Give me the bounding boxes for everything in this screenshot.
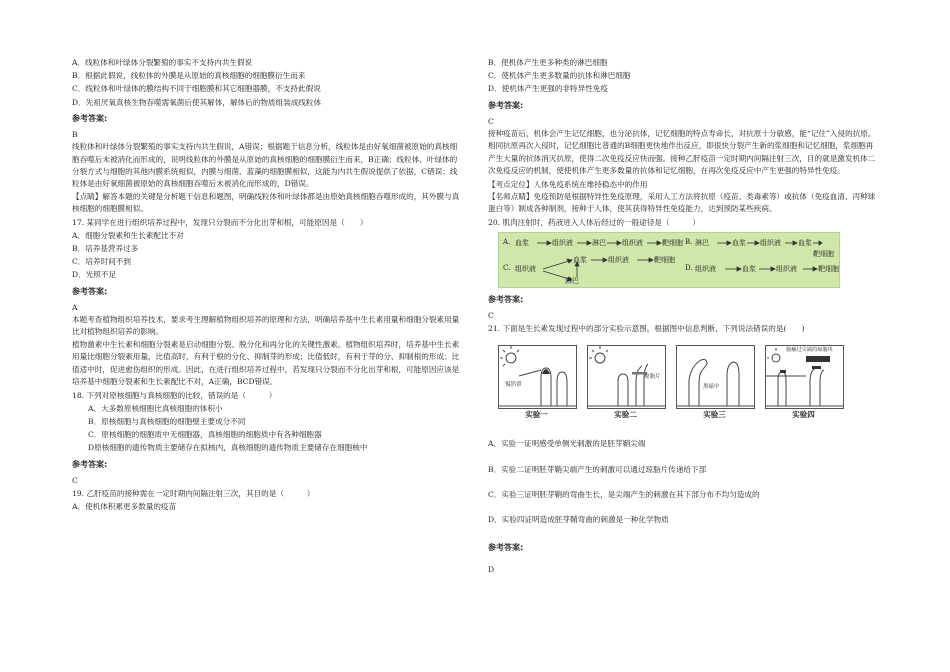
q19-option-d: D．使机体产生更强的非特异性免疫	[488, 84, 608, 94]
q16-option-d: D．先祖厌氧真核生物吞噬需氧菌后使其解体，解体后的物质组装成线粒体	[72, 97, 322, 107]
node: 血浆	[573, 255, 587, 264]
tag-3: 黑暗中	[703, 384, 720, 391]
q18-stem: 18. 下列对原核细胞与真核细胞的比较，错误的是（ ）	[72, 390, 277, 400]
node: 靶细胞	[813, 249, 834, 258]
option-d-label: D.	[685, 263, 693, 272]
node: 淋巴	[695, 238, 709, 247]
node: 组织液	[695, 264, 716, 273]
q20-stem: 20. 肌肉注射时，药液进入人体后经过的一般途径是（ ）	[488, 217, 700, 227]
node: 血浆	[732, 238, 746, 247]
q18-answer: C	[72, 475, 78, 485]
q17-option-b: B．培养基营养过多	[72, 244, 139, 254]
node: 组织液	[515, 264, 536, 273]
branch-node: 淋巴	[565, 276, 579, 285]
q17-option-a: A．细胞分裂素和生长素配比不对	[72, 230, 184, 240]
q18-option-b: B．原核细胞与真核细胞的细胞壁主要成分不同	[88, 416, 246, 426]
tag-1: 锡箔罩	[505, 382, 522, 389]
tag-2: 琼脂片	[644, 374, 661, 381]
q17-answer: A	[72, 302, 78, 312]
experiment-1-label: 实验一	[525, 410, 548, 420]
q18-option-a: A．大多数原核细胞比真核细胞的体积小	[88, 403, 223, 413]
q19-answer: C	[488, 116, 494, 126]
experiment-1-panel	[498, 345, 577, 409]
option-a-label: A.	[503, 237, 511, 246]
q19-option-a: A．使机体积累更多数量的疫苗	[72, 502, 177, 512]
answer-heading: 参考答案:	[72, 459, 108, 469]
experiment-2-panel	[587, 345, 666, 409]
q16-answer: B	[72, 130, 78, 140]
node: 组织液	[552, 238, 573, 247]
experiment-figure	[498, 345, 843, 423]
experiment-3-panel	[676, 345, 755, 409]
q21-option-b: B．实验二证明胚芽鞘尖端产生的刺激可以通过琼脂片传递给下部	[488, 464, 707, 474]
q17-explanation-1: 本题考查植物组织培养技术，要求考生理解植物组织培养的原理和方法，明确培养基中生长素用量和细胞分裂素用量比对植物组织培养的影响。	[72, 315, 460, 337]
node: 靶细胞	[662, 238, 683, 247]
experiment-3-drawing	[677, 346, 754, 408]
option-c-label: C.	[503, 263, 511, 272]
node: 血浆	[742, 264, 756, 273]
experiment-3-label: 实验三	[703, 410, 726, 420]
node: 组织液	[776, 264, 797, 273]
experiment-4-drawing	[766, 346, 843, 408]
option-b-label: B.	[685, 237, 693, 246]
node: 组织液	[760, 238, 781, 247]
answer-heading: 参考答案:	[72, 286, 108, 296]
experiment-4-label: 实验四	[792, 410, 815, 420]
node: 血浆	[515, 238, 529, 247]
q16-option-b: B．根据此假说，线粒体的外膜是从原始的真核细胞的细胞膜衍生而来	[72, 71, 306, 81]
answer-heading: 参考答案:	[488, 100, 524, 110]
q19-stem: 19. 乙肝疫苗的接种需在一定时期内间隔注射三次，其目的是（ ）	[72, 488, 315, 498]
q19-tip: 【名师点睛】免疫预防是根据特异性免疫原理，采用人工方法将抗原（疫苗、类毒素等）或抗体（免疫血清、丙种球蛋白等）制成各种制剂，接种于人体，使其获得特异性免疫能力，达到预防某些疾病。	[488, 191, 876, 214]
q16-explanation: 线粒体和叶绿体分裂繁殖的事实支持内共生假说，A错误；根据题干信息分析，线粒体是由好氧细菌被原始的真核细胞吞噬后未被消化而形成的，说明线粒体的外膜是从原始的真核细胞的细胞膜衍生而来，B正确；线粒体、叶绿体的分裂方式与细胞的其他内膜系统相似，内膜与细菌、蓝藻的细胞膜相似，这能为内共生假说提供了依据，C错误；线粒体是由好氧细菌被原始的真核细胞吞噬后未被消化而形成的，D错误。	[72, 142, 458, 189]
q17-explanation-2: 植物激素中生长素和细胞分裂素是启动细胞分裂、脱分化和再分化的关键性激素。植物组织培养时，培养基中生长素用量比细胞分裂素用量，比值高时，有利于根的分化、抑制芽的形成；比值低时，有利于芽的分、抑制根的形成；比值适中时，促进愈伤组织的形成。因此，在进行组织培养过程中，若发现只分裂而不分化出芽和根，可能原因应该是培养基中细胞分裂素和生长素配比不对，A正确，BCD错误。	[72, 339, 460, 387]
q18-option-d: D原核细胞的遗传物质主要储存在拟核内，真核细胞的遗传物质主要储存在细胞核中	[88, 443, 368, 453]
q21-stem: 21. 下面是生长素发现过程中的部分实验示意图，根据图中信息判断，下列说法错误的是( )	[488, 324, 805, 334]
node: 组织液	[622, 238, 643, 247]
q16-tip: 【点睛】解答本题的关键是分析题干信息和题图，明确线粒体和叶绿体都是由原始真核细胞吞噬形成的，其外膜与真核细胞的细胞膜相似。	[72, 191, 460, 214]
experiment-4-panel	[765, 345, 844, 409]
right-column	[488, 56, 880, 577]
node: 血浆	[798, 238, 812, 247]
q19-explanation: 接种疫苗后，机体会产生记忆细胞，也分泌抗体，记忆细胞的特点寿命长，对抗原十分敏感，能“记住”入侵的抗原。相同抗原再次入侵时，记忆细胞比普通的B细胞更快地作出反应，即很快分裂产生新的浆细胞和记忆细胞，浆细胞再产生大量的抗体消灭抗原，使得二次免疫反应快而强。接种乙肝疫苗一定时期内间隔注射三次，目的就是激发机体二次免疫反应的机制，使使机体产生更多数量的抗体和记忆细胞，在再次免疫反应中产生更强的特异性免疫。	[488, 129, 876, 176]
answer-heading: 参考答案:	[488, 294, 524, 304]
q21-option-c: C．实验三证明胚芽鞘的弯曲生长，是尖端产生的刺激在其下部分布不均匀造成的	[488, 489, 760, 499]
tag-4: 接触过尖端的琼脂块	[786, 347, 833, 354]
q19-option-c: C．使机体产生更多数量的抗体和淋巴细胞	[488, 71, 631, 81]
node: 靶细胞	[818, 264, 839, 273]
q18-option-c: C．原核细胞的细胞质中无细胞器，真核细胞的细胞质中有各种细胞器	[88, 430, 322, 440]
pathway-diagram	[498, 232, 840, 288]
q19-option-b: B．使机体产生更多种类的淋巴细胞	[488, 58, 608, 67]
experiment-2-label: 实验二	[614, 410, 637, 420]
answer-heading: 参考答案:	[488, 543, 524, 553]
q17-stem: 17. 某同学在进行组织培养过程中，发现只分裂而不分化出芽和根，可能原因是（ ）	[72, 217, 368, 227]
q21-option-d: D．实验四证明造成胚芽鞘弯曲的刺激是一种化学物质	[488, 515, 669, 525]
experiment-1-drawing	[499, 346, 576, 408]
left-column	[72, 56, 464, 513]
q17-option-d: D．光照不足	[72, 270, 117, 280]
q19-point: 【考点定位】人体免疫系统在维持稳态中的作用	[488, 179, 648, 189]
q21-option-a: A．实验一证明感受单侧光刺激的是胚芽鞘尖端	[488, 439, 646, 449]
q21-answer: D	[488, 565, 495, 575]
q20-answer: C	[488, 311, 494, 321]
node: 组织液	[608, 255, 629, 264]
q16-option-a: A．线粒体和叶绿体分裂繁殖的事实不支持内共生假说	[72, 58, 253, 67]
q17-option-c: C．培养时间不到	[72, 257, 131, 267]
answer-heading: 参考答案:	[72, 113, 108, 123]
node: 淋巴	[592, 238, 606, 247]
q16-option-c: C．线粒体和叶绿体的膜结构不同于细胞膜和其它细胞器膜，不支持此假说	[72, 84, 321, 94]
node: 靶细胞	[654, 255, 675, 264]
